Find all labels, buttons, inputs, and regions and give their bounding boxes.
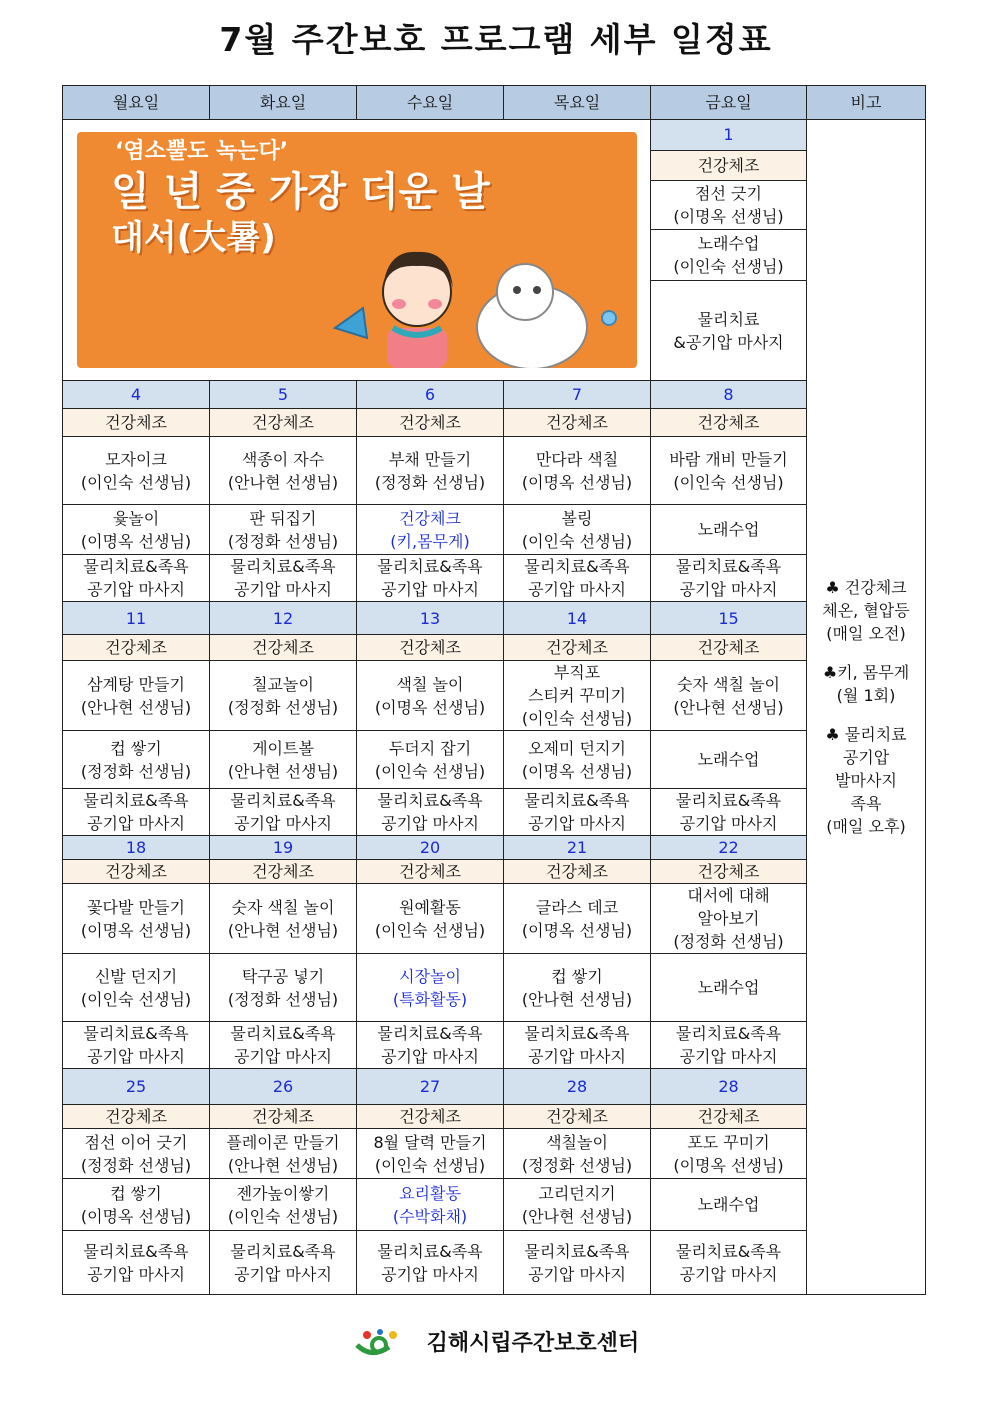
activity-teacher: (이인숙 선생님) [80, 989, 192, 1009]
exercise-cell: 건강체조 [651, 1105, 807, 1129]
date-cell: 14 [504, 602, 651, 635]
schedule-table [62, 85, 926, 1295]
therapy-line: 물리치료&족욕 [675, 791, 782, 810]
header-monday: 월요일 [63, 86, 210, 120]
activity-teacher: (정정화 선생님) [227, 531, 339, 551]
therapy-line: 물리치료&족욕 [524, 1024, 630, 1043]
therapy-line: 공기압 마사지 [87, 814, 185, 833]
therapy-line: 물리치료&족욕 [83, 1024, 189, 1043]
activity-cell [210, 1129, 357, 1179]
date-cell: 28 [504, 1069, 651, 1105]
activity-title: 색칠 놀이 [396, 674, 464, 694]
activity-teacher: (이명옥 선생님) [521, 761, 633, 781]
therapy-line: 공기압 마사지 [528, 1047, 626, 1066]
activity-teacher: (정정화 선생님) [673, 932, 784, 951]
activity-cell [210, 661, 357, 731]
exercise-cell: 건강체조 [63, 1105, 210, 1129]
exercise-cell: 건강체조 [63, 860, 210, 884]
activity-title: 스티커 꾸미기 [528, 686, 626, 705]
therapy-line: 물리치료&족욕 [377, 1024, 483, 1043]
therapy-cell [651, 1231, 807, 1295]
note-line: 족욕 [850, 794, 882, 813]
header-thursday: 목요일 [504, 86, 651, 120]
activity-teacher: (안나현 선생님) [227, 1155, 339, 1175]
activity-teacher: (이인숙 선생님) [227, 1206, 339, 1226]
girl-blush-right [428, 299, 442, 309]
date-row [63, 602, 926, 635]
activity-title: 오제미 던지기 [528, 738, 626, 758]
exercise-cell: 건강체조 [63, 635, 210, 661]
therapy-line: 물리치료&족욕 [83, 1241, 189, 1261]
therapy-line: 물리치료&족욕 [524, 1241, 630, 1261]
exercise-cell: 건강체조 [210, 860, 357, 884]
note-line: (매일 오후) [826, 817, 906, 836]
special-activity-cell [357, 954, 504, 1022]
activity-title: 요리활동 [399, 1183, 461, 1203]
activity-teacher: (이명옥 선생님) [80, 1206, 192, 1226]
activity-teacher: (이인숙 선생님) [374, 920, 486, 940]
therapy-line: 물리치료&족욕 [230, 791, 336, 810]
date-cell: 4 [63, 381, 210, 409]
therapy-cell [63, 1231, 210, 1295]
date-cell: 12 [210, 602, 357, 635]
activity-title: 노래수업 [697, 520, 760, 539]
therapy-line: 공기압 마사지 [234, 814, 332, 833]
exercise-cell: 건강체조 [504, 1105, 651, 1129]
activity-cell [63, 661, 210, 731]
activity-teacher: (이인숙 선생님) [521, 709, 633, 728]
activity-teacher: (안나현 선생님) [80, 697, 192, 717]
exercise-cell: 건강체조 [357, 860, 504, 884]
activity-teacher: (안나현 선생님) [673, 697, 784, 717]
note-line: ♣키, 몸무게 [822, 663, 910, 682]
activity-row [63, 1129, 926, 1179]
therapy-cell [651, 281, 807, 381]
date-row [63, 836, 926, 860]
banner-headline: 일 년 중 가장 더운 날 [111, 169, 490, 215]
sheep-eye-left [513, 286, 521, 294]
activity-title: 컵 쌓기 [110, 738, 162, 758]
note-line: 체온, 혈압등 [822, 601, 910, 620]
activity-row [63, 661, 926, 731]
activity-teacher: (정정화 선생님) [80, 761, 192, 781]
date-cell: 19 [210, 836, 357, 860]
activity-title: 대서에 대해 [687, 886, 770, 905]
therapy-cell [651, 789, 807, 836]
therapy-line: 공기압 마사지 [679, 1047, 778, 1066]
page-title: 7월 주간보호 프로그램 세부 일정표 [219, 20, 773, 59]
activity-title: 부직포 [553, 663, 601, 682]
exercise-row [63, 409, 926, 437]
therapy-line: 공기압 마사지 [381, 1264, 479, 1284]
date-cell: 7 [504, 381, 651, 409]
activity-title: 숫자 색칠 놀이 [677, 674, 780, 694]
activity-title: 시장놀이 [399, 966, 461, 986]
date-row [63, 381, 926, 409]
therapy-line: 공기압 마사지 [528, 814, 626, 833]
therapy-cell [63, 1022, 210, 1069]
therapy-cell [504, 1231, 651, 1295]
therapy-line: 물리치료&족욕 [230, 557, 336, 576]
activity-cell [651, 230, 807, 281]
therapy-cell [210, 1022, 357, 1069]
activity-teacher: (안나현 선생님) [227, 920, 339, 940]
activity-cell [651, 1129, 807, 1179]
activity-cell [504, 731, 651, 789]
therapy-line: 물리치료&족욕 [83, 557, 189, 576]
activity-cell [210, 731, 357, 789]
activity-teacher: (이인숙 선생님) [80, 472, 192, 492]
activity-teacher: (이명옥 선생님) [80, 920, 192, 940]
date-cell: 11 [63, 602, 210, 635]
activity-teacher: (이명옥 선생님) [673, 207, 784, 227]
date-cell: 28 [651, 1069, 807, 1105]
note-health-check [807, 576, 925, 645]
activity-title: 컵 쌓기 [551, 966, 603, 986]
therapy-cell [651, 555, 807, 602]
activity-row [63, 505, 926, 555]
activity-title: 노래수업 [697, 1195, 760, 1214]
note-line: 발마사지 [835, 771, 897, 790]
date-row [63, 1069, 926, 1105]
activity-title: 만다라 색칠 [535, 449, 619, 469]
activity-note: (키,몸무게) [390, 531, 470, 551]
activity-title: 모자이크 [105, 449, 167, 469]
activity-cell [210, 884, 357, 954]
exercise-cell: 건강체조 [357, 635, 504, 661]
therapy-line: 물리치료&족욕 [675, 557, 782, 576]
exercise-row [63, 860, 926, 884]
therapy-cell [357, 555, 504, 602]
activity-row [63, 954, 926, 1022]
therapy-cell [651, 1022, 807, 1069]
therapy-cell [210, 1231, 357, 1295]
therapy-row [63, 555, 926, 602]
activity-cell [651, 505, 807, 555]
center-logo-icon [353, 1329, 407, 1359]
therapy-line: 물리치료 [697, 309, 760, 329]
therapy-cell [504, 1022, 651, 1069]
therapy-line: 공기압 마사지 [528, 1264, 626, 1284]
therapy-line: &공기압 마사지 [673, 332, 784, 352]
exercise-cell: 건강체조 [504, 409, 651, 437]
fan-icon [335, 308, 367, 338]
activity-title: 노래수업 [697, 234, 760, 254]
exercise-cell: 건강체조 [357, 1105, 504, 1129]
activity-teacher: (정정화 선생님) [521, 1155, 633, 1175]
activity-title: 노래수업 [697, 978, 760, 997]
activity-cell [504, 505, 651, 555]
date-cell: 20 [357, 836, 504, 860]
therapy-cell [504, 789, 651, 836]
therapy-cell [504, 555, 651, 602]
header-friday: 금요일 [651, 86, 807, 120]
therapy-cell [210, 789, 357, 836]
activity-cell [63, 437, 210, 505]
activity-cell [210, 505, 357, 555]
activity-row [63, 1179, 926, 1231]
therapy-line: 공기압 마사지 [679, 814, 778, 833]
special-activity-cell [357, 1179, 504, 1231]
exercise-row [63, 635, 926, 661]
activity-cell [504, 437, 651, 505]
special-activity-cell [357, 505, 504, 555]
activity-cell [357, 1129, 504, 1179]
therapy-cell [63, 789, 210, 836]
flower-icon [602, 311, 616, 325]
activity-cell [504, 954, 651, 1022]
activity-title: 칠교놀이 [252, 674, 314, 694]
therapy-cell [357, 789, 504, 836]
therapy-line: 공기압 마사지 [87, 1047, 185, 1066]
activity-teacher: (이인숙 선생님) [673, 472, 784, 492]
activity-teacher: (안나현 선생님) [227, 761, 339, 781]
date-cell: 18 [63, 836, 210, 860]
banner-illustration [77, 132, 637, 368]
therapy-line: 물리치료&족욕 [230, 1024, 336, 1043]
activity-teacher: (정정화 선생님) [227, 989, 339, 1009]
activity-teacher: (안나현 선생님) [521, 1206, 633, 1226]
activity-title: 색종이 자수 [241, 449, 325, 469]
exercise-cell: 건강체조 [504, 635, 651, 661]
exercise-cell: 건강체조 [63, 409, 210, 437]
notes-column [807, 120, 926, 1295]
banner-subtitle: ‘염소뿔도 녹는다’ [115, 139, 289, 164]
activity-title: 바람 개비 만들기 [669, 449, 788, 469]
activity-cell [210, 437, 357, 505]
therapy-line: 공기압 마사지 [381, 814, 479, 833]
therapy-line: 물리치료&족욕 [377, 791, 483, 810]
activity-title: 윷놀이 [112, 508, 160, 528]
activity-title: 건강체크 [399, 508, 461, 528]
header-tuesday: 화요일 [210, 86, 357, 120]
activity-teacher: (이인숙 선생님) [374, 1155, 486, 1175]
activity-teacher: (이인숙 선생님) [374, 761, 486, 781]
activity-cell [504, 661, 651, 731]
activity-title: 젠가높이쌓기 [236, 1183, 330, 1203]
date-cell: 21 [504, 836, 651, 860]
note-line: (매일 오전) [826, 624, 906, 643]
activity-cell [63, 1129, 210, 1179]
therapy-row [63, 1231, 926, 1295]
date-cell: 5 [210, 381, 357, 409]
date-1: 1 [651, 120, 807, 151]
activity-title: 컵 쌓기 [110, 1183, 162, 1203]
activity-cell [357, 437, 504, 505]
header-notes: 비고 [807, 86, 926, 120]
activity-teacher: (정정화 선생님) [374, 472, 486, 492]
activity-teacher: (이명옥 선생님) [80, 531, 192, 551]
exercise-cell: 건강체조 [357, 409, 504, 437]
center-name: 김해시립주간보호센터 [426, 1331, 640, 1356]
girl-blush-left [392, 299, 406, 309]
activity-cell [504, 1129, 651, 1179]
note-line: 공기압 [842, 748, 890, 767]
date-cell: 27 [357, 1069, 504, 1105]
therapy-line: 물리치료&족욕 [675, 1241, 782, 1261]
therapy-line: 공기압 마사지 [234, 1047, 332, 1066]
activity-title: 판 뒤집기 [249, 508, 317, 528]
header-wednesday: 수요일 [357, 86, 504, 120]
exercise-cell: 건강체조 [651, 409, 807, 437]
therapy-line: 공기압 마사지 [87, 580, 185, 599]
header-row [63, 86, 926, 120]
activity-title: 숫자 색칠 놀이 [231, 897, 335, 917]
activity-cell [63, 1179, 210, 1231]
activity-title: 탁구공 넣기 [241, 966, 325, 986]
activity-title: 고리던지기 [538, 1183, 616, 1203]
note-line: ♣ 건강체크 [825, 578, 907, 597]
activity-title: 점선 긋기 [695, 184, 762, 204]
activity-teacher: (정정화 선생님) [227, 697, 339, 717]
activity-row [63, 437, 926, 505]
therapy-line: 공기압 마사지 [381, 1047, 479, 1066]
therapy-cell [210, 555, 357, 602]
therapy-line: 공기압 마사지 [234, 1264, 332, 1284]
activity-cell [504, 884, 651, 954]
activity-cell [651, 884, 807, 954]
activity-title: 점선 이어 긋기 [84, 1132, 188, 1152]
banner-cell [63, 120, 651, 381]
activity-cell [651, 954, 807, 1022]
sheep-head [497, 264, 553, 320]
activity-title: 글라스 데코 [535, 897, 619, 917]
exercise-cell: 건강체조 [651, 635, 807, 661]
activity-teacher: (안나현 선생님) [227, 472, 339, 492]
activity-title: 두더지 잡기 [388, 738, 472, 758]
date-cell: 15 [651, 602, 807, 635]
activity-cell [210, 1179, 357, 1231]
exercise-cell: 건강체조 [504, 860, 651, 884]
therapy-line: 물리치료&족욕 [377, 557, 483, 576]
activity-title: 8월 달력 만들기 [373, 1132, 487, 1152]
activity-cell [63, 884, 210, 954]
activity-cell [63, 731, 210, 789]
therapy-line: 공기압 마사지 [679, 1264, 778, 1284]
date-cell: 26 [210, 1069, 357, 1105]
therapy-row [63, 1022, 926, 1069]
activity-title: 알아보기 [697, 909, 760, 928]
date-cell: 25 [63, 1069, 210, 1105]
therapy-line: 공기압 마사지 [679, 580, 778, 599]
activity-teacher: (이명옥 선생님) [521, 472, 633, 492]
activity-teacher: (이명옥 선생님) [521, 920, 633, 940]
therapy-line: 물리치료&족욕 [230, 1241, 336, 1261]
activity-title: 원예활동 [399, 897, 461, 917]
activity-cell [63, 505, 210, 555]
activity-title: 플레이콘 만들기 [226, 1132, 340, 1152]
exercise-cell: 건강체조 [210, 409, 357, 437]
activity-title: 볼링 [561, 508, 593, 528]
activity-teacher: (이인숙 선생님) [673, 257, 784, 277]
exercise-cell: 건강체조 [210, 635, 357, 661]
note-line: (월 1회) [836, 686, 896, 705]
activity-title: 부채 만들기 [388, 449, 472, 469]
therapy-line: 물리치료&족욕 [675, 1024, 782, 1043]
therapy-line: 공기압 마사지 [234, 580, 332, 599]
activity-cell [651, 1179, 807, 1231]
activity-teacher: (정정화 선생님) [80, 1155, 192, 1175]
therapy-line: 공기압 마사지 [87, 1264, 185, 1284]
activity-cell [651, 731, 807, 789]
banner-headline-2: 대서(大暑) [111, 218, 276, 258]
activity-cell [651, 181, 807, 230]
activity-title: 노래수업 [697, 750, 760, 769]
activity-cell [651, 437, 807, 505]
exercise-cell: 건강체조 [651, 150, 807, 181]
activity-row [63, 884, 926, 954]
date-cell: 13 [357, 602, 504, 635]
therapy-line: 공기압 마사지 [381, 580, 479, 599]
therapy-line: 물리치료&족욕 [524, 557, 630, 576]
activity-cell [63, 954, 210, 1022]
activity-title: 게이트볼 [252, 738, 314, 758]
therapy-line: 물리치료&족욕 [377, 1241, 483, 1261]
note-therapy [807, 723, 925, 838]
activity-cell [651, 661, 807, 731]
activity-title: 꽃다발 만들기 [87, 897, 185, 917]
activity-title: 삼계탕 만들기 [87, 674, 185, 694]
exercise-cell: 건강체조 [651, 860, 807, 884]
activity-cell [210, 954, 357, 1022]
activity-row [63, 731, 926, 789]
activity-teacher: (이명옥 선생님) [374, 697, 486, 717]
date-cell: 22 [651, 836, 807, 860]
therapy-cell [357, 1022, 504, 1069]
exercise-cell: 건강체조 [210, 1105, 357, 1129]
activity-teacher: (안나현 선생님) [521, 989, 633, 1009]
date-cell: 6 [357, 381, 504, 409]
note-line: ♣ 물리치료 [825, 725, 907, 744]
activity-title: 색칠놀이 [546, 1132, 608, 1152]
therapy-line: 공기압 마사지 [528, 580, 626, 599]
footer [0, 1326, 992, 1359]
activity-teacher: (이명옥 선생님) [673, 1155, 784, 1175]
activity-cell [504, 1179, 651, 1231]
sheep-eye-right [533, 286, 541, 294]
activity-cell [357, 731, 504, 789]
activity-note: (특화활동) [392, 989, 468, 1009]
activity-teacher: (이인숙 선생님) [521, 531, 633, 551]
therapy-line: 물리치료&족욕 [83, 791, 189, 810]
activity-cell [357, 661, 504, 731]
therapy-cell [63, 555, 210, 602]
exercise-row [63, 1105, 926, 1129]
activity-title: 포도 꾸미기 [687, 1132, 770, 1152]
date-cell: 8 [651, 381, 807, 409]
therapy-cell [357, 1231, 504, 1295]
therapy-line: 물리치료&족욕 [524, 791, 630, 810]
activity-cell [357, 884, 504, 954]
note-height-weight [807, 661, 925, 707]
therapy-row [63, 789, 926, 836]
activity-note: (수박화채) [392, 1206, 468, 1226]
daeseo-banner [77, 132, 637, 368]
activity-title: 신발 던지기 [94, 966, 178, 986]
